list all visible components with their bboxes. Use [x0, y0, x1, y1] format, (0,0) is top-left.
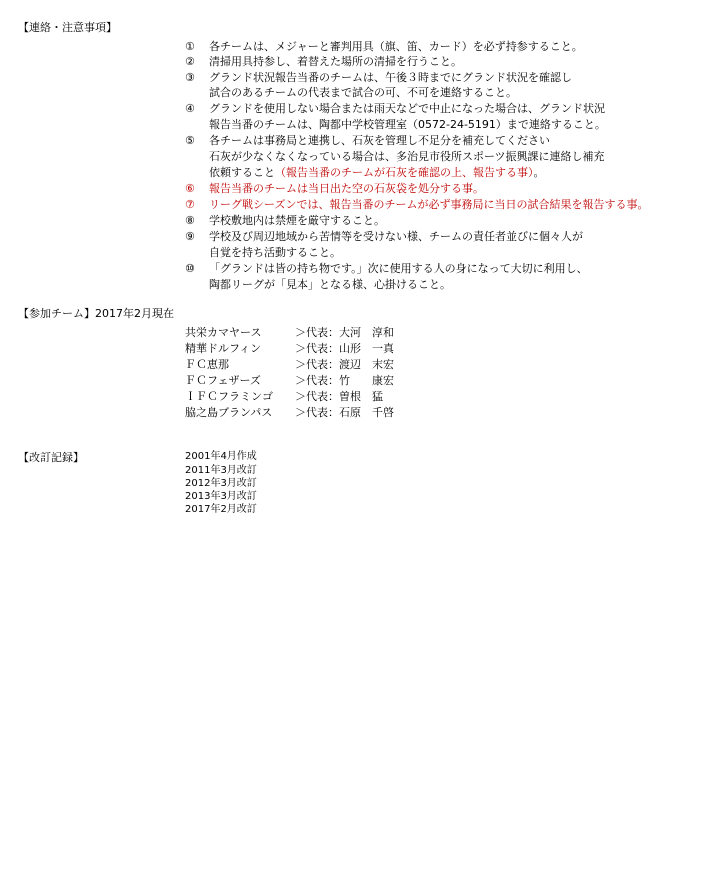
rep-label: ＞代表：: [295, 358, 339, 371]
revision-entry: 2012年3月改訂: [185, 478, 257, 489]
team-row: [185, 341, 394, 356]
revision-entry: 2013年3月改訂: [185, 491, 257, 502]
notice-item-8: ⑧ 学校敷地内は禁煙を厳守すること。: [185, 214, 385, 227]
notice-item-6: ⑥ 報告当番のチームは当日出た空の石灰袋を処分する事。: [185, 182, 484, 195]
notice-heading: 【連絡・注意事項】: [18, 21, 117, 34]
revision-entry: 2017年2月改訂: [185, 504, 257, 515]
team-name: ＦＣフェザーズ: [185, 374, 261, 387]
teams-heading: 【参加チーム】2017年2月現在: [18, 307, 174, 320]
revision-entry: 2001年4月作成: [185, 451, 257, 462]
team-rep: 大河 淳和: [339, 326, 394, 339]
team-name: 精華ドルフィン: [185, 342, 262, 355]
team-row: [185, 389, 383, 404]
revision-entry: 2011年3月改訂: [185, 465, 257, 476]
notice-item-5-red-note: （報告当番のチームが石灰を確認の上、報告する事）: [275, 166, 534, 179]
notice-item-7: ⑦ リーグ戦シーズンでは、報告当番のチームが必ず事務局に当日の試合結果を報告する事。: [185, 198, 649, 211]
rep-label: ＞代表：: [295, 374, 339, 387]
notice-item-5: ⑤ 各チームは事務局と連携し、石灰を管理し不足分を補充してください: [185, 134, 550, 147]
notice-item-4: ④ グランドを使用しない場合または雨天などで中止になった場合は、グランド状況: [185, 102, 605, 115]
rep-label: ＞代表：: [295, 342, 339, 355]
notice-item-4-line-2: 報告当番のチームは、陶都中学校管理室（0572-24-5191）まで連絡すること。: [209, 118, 606, 131]
team-name: 脇之島ブランパス: [185, 406, 273, 419]
notice-item-3-line-2: 試合のあるチームの代表まで試合の可、不可を連絡すること。: [209, 86, 517, 99]
rep-label: ＞代表：: [295, 326, 339, 339]
notice-item-2: ② 清掃用具持参し、着替えた場所の清掃を行うこと。: [185, 55, 462, 68]
team-rep: 竹 康宏: [339, 374, 394, 387]
team-row: [185, 373, 394, 388]
team-name: ＩＦＣフラミンゴ: [185, 390, 273, 403]
revisions-heading: 【改訂記録】: [18, 451, 84, 464]
team-row: [185, 405, 394, 420]
notice-item-3: ③ グランド状況報告当番のチームは、午後３時までにグランド状況を確認し: [185, 71, 572, 84]
rep-label: ＞代表：: [295, 406, 339, 419]
notice-item-9: ⑨ 学校及び周辺地域から苦情等を受けない様、チームの責任者並びに個々人が: [185, 230, 583, 243]
team-name: ＦＣ恵那: [185, 358, 229, 371]
team-rep: 渡辺 末宏: [339, 358, 394, 371]
team-rep: 石原 千啓: [339, 406, 394, 419]
team-row: [185, 357, 394, 372]
rep-label: ＞代表：: [295, 390, 339, 403]
team-row: [185, 325, 394, 340]
notice-item-5-line-3: 依頼すること（報告当番のチームが石灰を確認の上、報告する事）。: [209, 166, 545, 179]
team-rep: 曽根 猛: [339, 390, 383, 403]
notice-item-10: ⑩ 「グランドは皆の持ち物です。」次に使用する人の身になって大切に利用し、: [185, 262, 588, 275]
notice-item-1: ① 各チームは、メジャーと審判用具（旗、笛、カード）を必ず持参すること。: [185, 40, 583, 53]
notice-item-10-line-2: 陶都リーグが「見本」となる様、心掛けること。: [209, 278, 451, 291]
team-rep: 山形 一真: [339, 342, 394, 355]
notice-item-9-line-2: 自覚を持ち活動すること。: [209, 246, 341, 259]
team-name: 共栄カマヤース: [185, 326, 262, 339]
notice-item-5-line-2: 石灰が少なくなくなっている場合は、多治見市役所スポーツ振興課に連絡し補充: [209, 150, 605, 163]
